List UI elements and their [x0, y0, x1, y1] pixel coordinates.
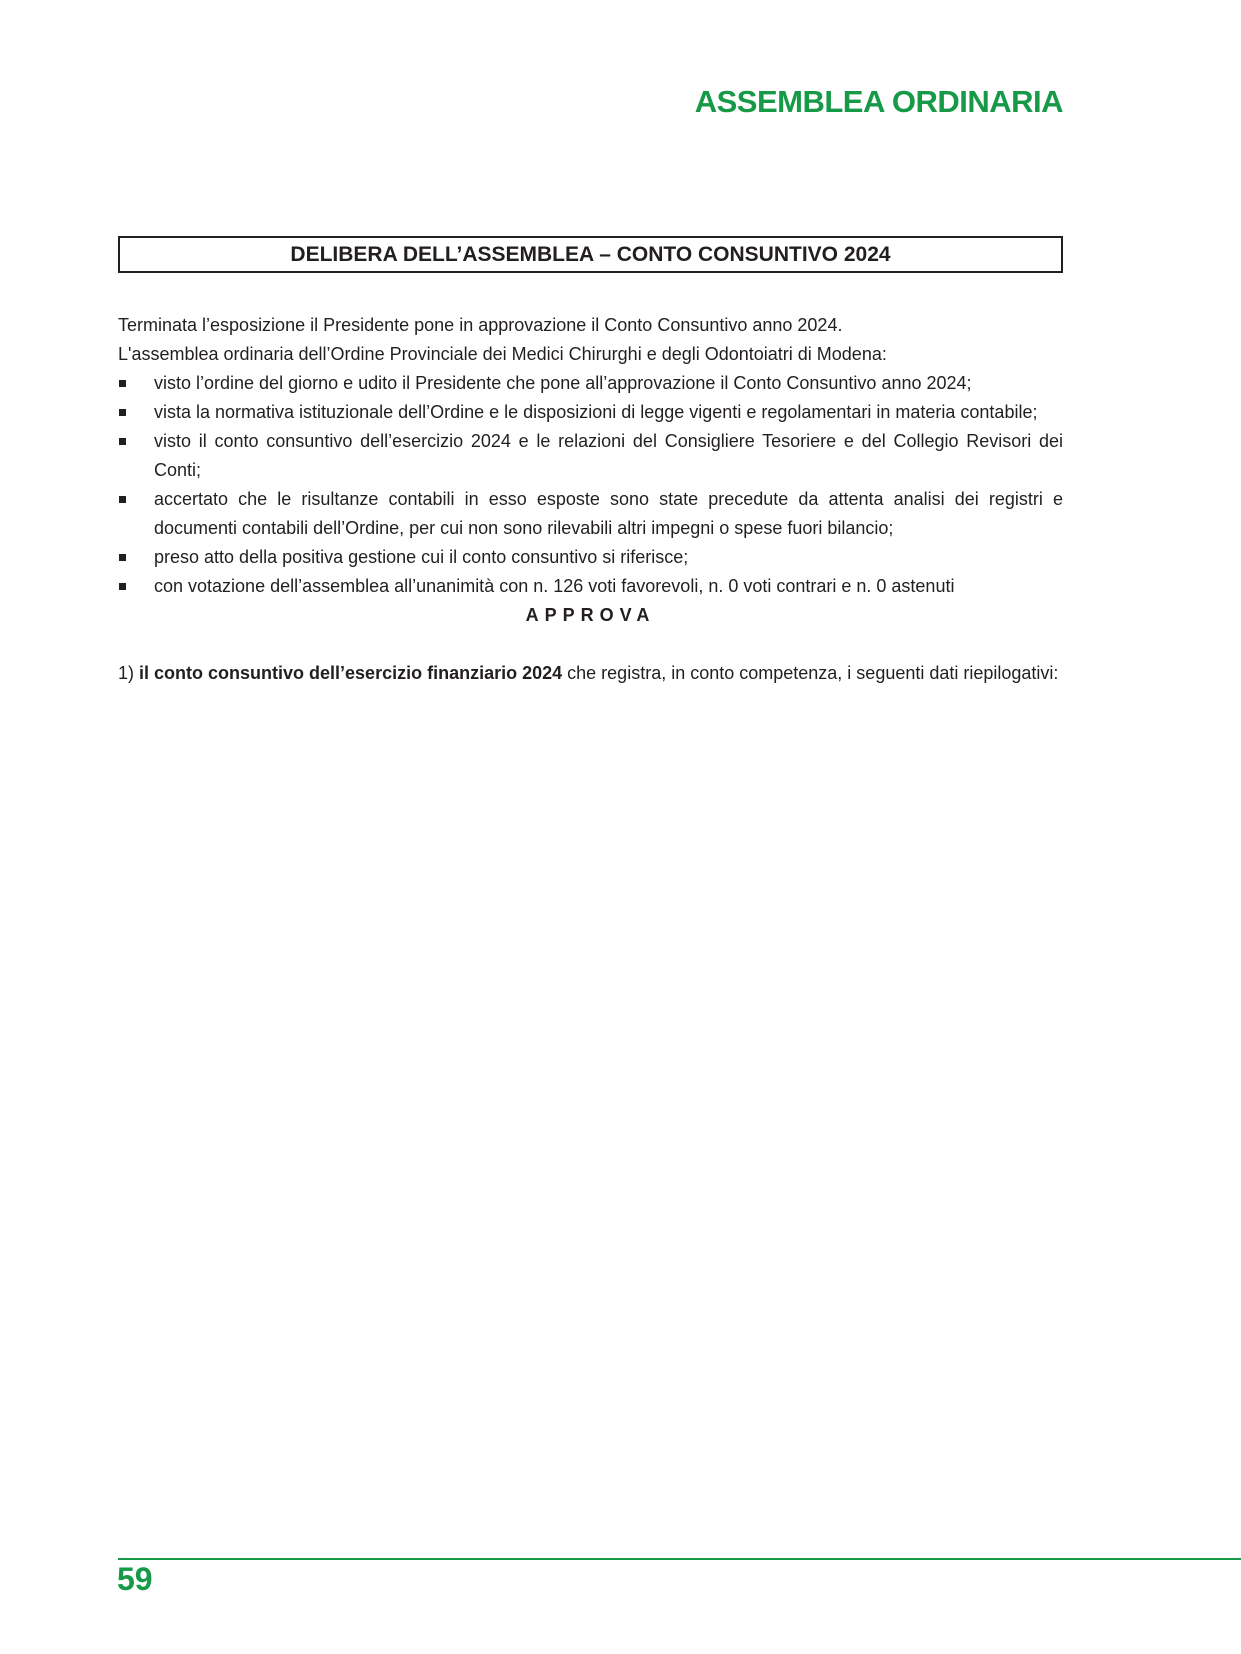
list-item-text: con votazione dell’assemblea all’unanimità con n. 126 voti favorevoli, n. 0 voti contrari e n. 0 astenuti — [154, 576, 955, 596]
list-item-text: accertato che le risultanze contabili in esso esposte sono state precedute da attenta analisi dei registri e documenti contabili dell’Ordine, per cui non sono rilevabili altri impegni o spese fuori bilancio; — [154, 489, 1063, 538]
document-title: DELIBERA DELL’ASSEMBLEA – CONTO CONSUNTIVO 2024 — [290, 242, 891, 266]
square-bullet-icon — [119, 409, 126, 416]
list-item — [118, 398, 1063, 427]
point-number: 1) — [118, 663, 135, 683]
list-item — [118, 572, 1063, 601]
title-box — [118, 236, 1063, 273]
point-text: che registra, in conto competenza, i seguenti dati riepilogativi: — [567, 663, 1059, 683]
list-item — [118, 369, 1063, 398]
considerations-list — [118, 369, 1063, 601]
square-bullet-icon — [119, 583, 126, 590]
footer-divider — [118, 1558, 1241, 1560]
approva-heading: APPROVA — [525, 605, 656, 625]
list-item-text: visto l’ordine del giorno e udito il Presidente che pone all’approvazione il Conto Consuntivo anno 2024; — [154, 373, 972, 393]
intro-paragraph: Terminata l’esposizione il Presidente pone in approvazione il Conto Consuntivo anno 2024. — [118, 315, 843, 335]
list-item-text: visto il conto consuntivo dell’esercizio 2024 e le relazioni del Consigliere Tesoriere e del Collegio Revisori dei Conti; — [154, 431, 1063, 480]
square-bullet-icon — [119, 380, 126, 387]
square-bullet-icon — [119, 438, 126, 445]
page-number: 59 — [117, 1561, 153, 1597]
intro-paragraph: L'assemblea ordinaria dell’Ordine Provinciale dei Medici Chirurghi e degli Odontoiatri di Modena: — [118, 344, 887, 364]
square-bullet-icon — [119, 554, 126, 561]
list-item — [118, 427, 1063, 485]
list-item — [118, 485, 1063, 543]
section-header: ASSEMBLEA ORDINARIA — [694, 84, 1063, 119]
list-item — [118, 543, 1063, 572]
point-bold-text: il conto consuntivo dell’esercizio finanziario 2024 — [139, 663, 563, 683]
list-item-text: vista la normativa istituzionale dell’Ordine e le disposizioni di legge vigenti e regolamentari in materia contabile; — [154, 402, 1038, 422]
list-item-text: preso atto della positiva gestione cui il conto consuntivo si riferisce; — [154, 547, 689, 567]
approval-point-1 — [118, 659, 1063, 688]
square-bullet-icon — [119, 496, 126, 503]
document-body — [118, 311, 1063, 688]
